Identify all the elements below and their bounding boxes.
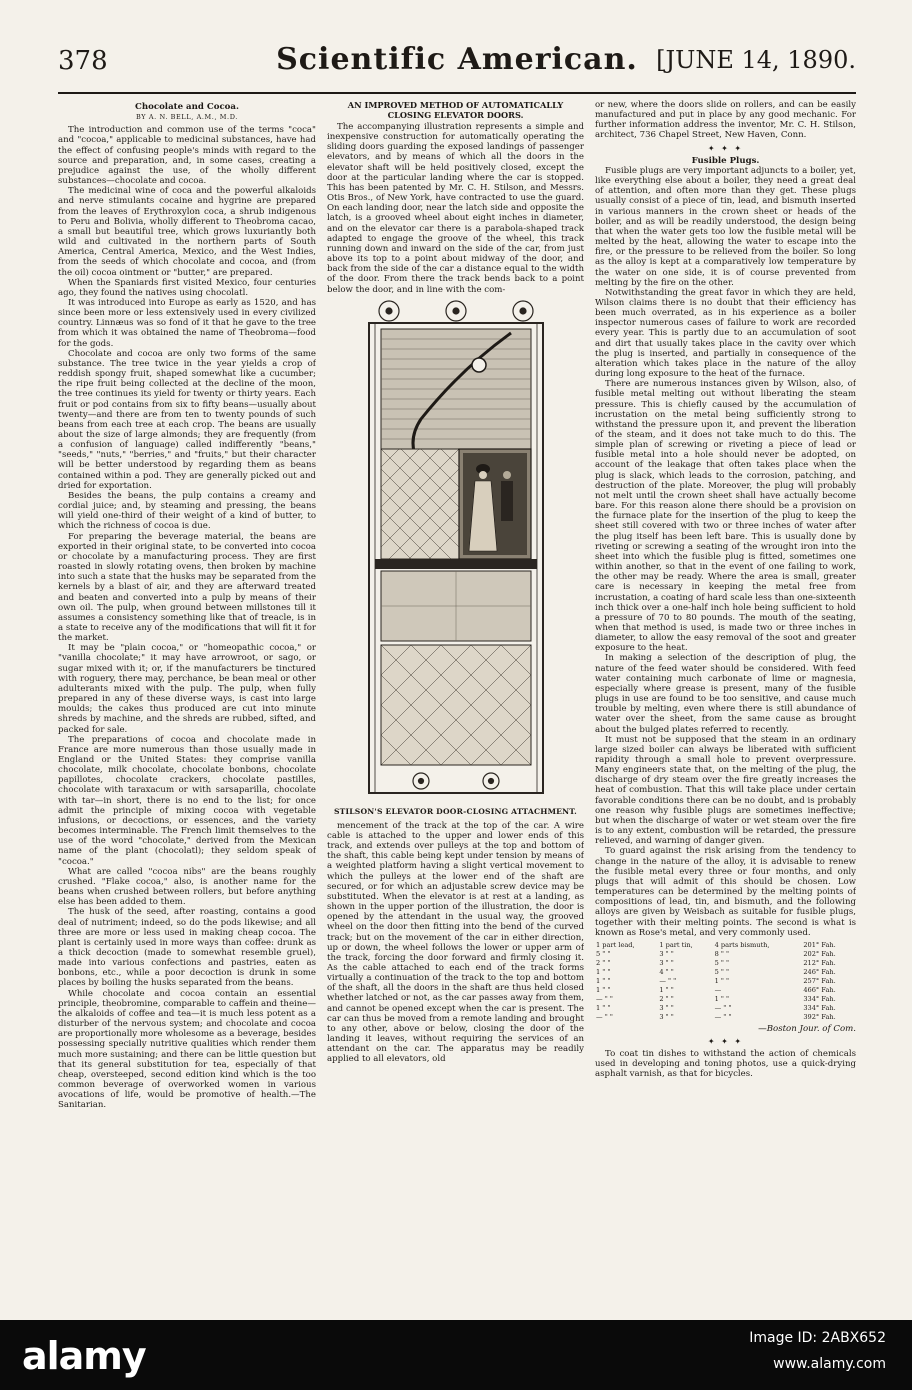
paragraph: Besides the beans, the pulp contains a creamy and cordial juice; and, by steaming and pressing, the beans will yield one-third of their weight of a kind of butter, to which the richness of cocoa is due. [58,490,316,532]
column-elevator-doors [327,100,584,1310]
paragraph: The medicinal wine of coca and the powerful alkaloids and nerve stimulants cocaine and hygrine are prepared from the leaves of Erythroxylon coca, a shrub indigenous to Peru and Bolivia, wholly different to Theobroma cacao, a small but beautiful tree, which grows luxuriantly both wild and cultivated in the northern parts of South America, Central America, Mexico, and the West Indies, from the seeds of which chocolate and cocoa, and (from the oil) cocoa ointment or "butter," are prepared. [58,186,316,278]
table-cell: 2 " " [659,994,674,1003]
table-row [595,977,856,986]
elevator-illustration [361,299,551,804]
table-cell: 1 " " [596,985,611,994]
table-cell: 1 part lead, [596,940,635,949]
table-cell: 392° Fah. [803,1012,836,1021]
table-cell: 5 " " [714,958,730,967]
table-row [595,950,856,959]
header-rule [58,92,856,94]
paragraph: The introduction and common use of the terms "coca" and "cocoa," applicable to medicinal substances, have had the effect of confusing people's minds with regard to the source and preparation, and, in some cases, creating a prejudice against the use, of the wholly different substances—chocolate and cocoa. [58,125,316,187]
table-row [595,995,856,1004]
article-title-elevator [327,100,584,120]
paragraph: The husk of the seed, after roasting, contains a good deal of nutriment; indeed, so do the pods likewise; and all three are more or less used in making cheap cocoa. The plant is certainly used in more ways than coffee: drunk as a thick decoction (made to somewhat resemble gruel), made into various confections and pastries, eaten as bonbons, etc., while a poor decoction is drunk in some places by boiling the husks separated from the beans. [58,907,316,989]
table-cell: 257° Fah. [803,976,836,985]
stock-url[interactable]: www.alamy.com [773,1356,886,1372]
section-separator: ✦ ✦ ✦ [707,1036,744,1046]
table-cell: — " " [596,994,613,1003]
table-cell: 212° Fah. [803,958,836,967]
article-byline: BY A. N. BELL, A.M., M.D. [136,113,238,122]
stock-logo: alamy [22,1334,146,1378]
table-cell: 1 " " [659,985,674,994]
table-cell: 246° Fah. [803,967,836,976]
table-cell: 3 " " [659,958,674,967]
paragraph: To coat tin dishes to withstand the action of chemicals used in developing and toning photos, use a quick-drying asphalt varnish, as that for bicycles. [595,1049,856,1080]
page-header [58,42,856,96]
paragraph: For preparing the beverage material, the beans are exported in their original state, to be converted into cocoa or chocolate by a manufacturing process. They are first roasted in slowly rotating ovens, then broken by machine into such a state that the husks may be separated from the kernels by a blast of air, and they are afterward treated and beaten and converted into a pulp by means of their own oil. The pulp, when ground between millstones till it assumes a consistency something like that of treacle, is in a state to receive any of the modifications that will fit it for the market. [58,531,316,644]
table-cell: 5 " " [596,949,611,958]
figure-caption: STILSON'S ELEVATOR DOOR-CLOSING ATTACHMENT. [333,806,578,816]
paragraph: There are numerous instances given by Wilson, also, of fusible metal melting out without liberating the steam pressure. This is chiefly caused by the accumulation of incrustation on the metal being sufficiently strong to withstand the pressure upon it, and prevent the liberation of the steam, and it does not take much to do this. The simple plan of screwing or riveting a piece of lead or fusible metal into a hole should never be adopted, on account of the leakage that often takes place when the plug is slack, which leads to the corrosion, patching, and destruction of the plate. Moreover, the plug will probably not melt until the crown sheet shall have actually become bare. For this reason alone there should be a provision on the furnace plate for the insertion of the plug to keep the sheet still covered with two or three inches of water after the plug itself has been left bare. This is usually done by riveting or screwing a seating of the wrought iron into the sheet into which the fusible plug is fitted, sometimes one within another, so that in the event of one failing to work, the other may be ready. Where the area is small, greater care is necessary in keeping the metal free from incrustation, a coating of hard scale less than one-sixteenth inch thick over a one-half inch hole being sufficient to hold a pressure of 70 to 80 pounds. The mouth of the seating, when that method is used, is made two or three inches in diameter, to allow the easy removal of the soot and greater exposure to the heat. [595,379,856,654]
masthead: Scientific American. [276,42,638,77]
paragraph: To guard against the risk arising from the tendency to change in the nature of the alloy, it is advisable to renew the fusible metal every three or four months, and only plugs that will admit of this should be chosen. Low temperatures can be determined by the melting points of compositions of lead, tin, and bismuth, and the following alloys are given by Weisbach as suitable for fusible plugs, together with their melting points. The second is what is known as Rose's metal, and very commonly used. [595,846,856,938]
paragraph: While chocolate and cocoa contain an essential principle, theobromine, comparable to caffein and theine—the alkaloids of coffee and tea—it is much less potent as a disturber of the nervous system; and chocolate and cocoa are proportionally more wholesome as a beverage, besides possessing specially nutritive qualities which render them much more sustaining; and there can be little question but that its general substitution for tea, especially of that cheap, oversteeped, second edition kind which is the too common beverage of overworked women in various avocations of life, would be promotive of health.—The Sanitarian. [58,988,316,1111]
paragraph: It was introduced into Europe as early as 1520, and has since been more or less extensively used in every civilized country. Linnæus was so fond of it that he gave to the tree from which it was obtained the name of Theobroma—food for the gods. [58,297,316,349]
table-cell: — [714,985,722,994]
paragraph: The preparations of cocoa and chocolate made in France are more numerous than those usually made in England or the United States: they comprise vanilla chocolate, milk chocolate, chocolate bonbons, chocolate papillotes, chocolate crackers, chocolate pastilles, chocolate with taraxacum or with sarsaparilla, chocolate with tar—in short, there is no end to the list; for once admit the principle of mixing cocoa with vegetable infusions, or decoctions, or essences, and the variety becomes interminable. The French limit themselves to the use of the word "chocolate," derived from the Mexican name of the plant (chocolatl); they seldom speak of "cocoa." [58,734,316,867]
table-row [595,941,856,950]
paragraph: Notwithstanding the great favor in which they are held, Wilson claims there is no doubt that their efficiency has been much overrated, as in his experience as a boiler inspector numerous cases of failure to work are recorded every year. This is partly due to an accumulation of soot and dirt that usually takes place in the cavity over which the plug is inserted, and partially in consequence of the alteration which takes place in the nature of the alloy during long exposure to the heat of the furnace. [595,287,856,380]
table-cell: 3 " " [659,1012,674,1021]
table-row [595,986,856,995]
table-cell: — " " [659,976,677,985]
table-cell: 334° Fah. [803,994,836,1003]
table-cell: 8 " " [714,949,730,958]
column-fusible-plugs [595,100,856,1310]
paragraph: or new, where the doors slide on rollers, and can be easily manufactured and put in place by any good mechanic. For further information address the inventor, Mr. C. H. Stilson, architect, 736 Chapel Street, New Haven, Conn. [595,100,856,141]
table-row [595,1013,856,1022]
image-id: Image ID: 2ABX652 [749,1330,886,1346]
paragraph: Fusible plugs are very important adjuncts to a boiler, yet, like everything else about a boiler, they need a great deal of attention, and often more than they get. These plugs usually consist of a piece of tin, lead, and bismuth inserted in various manners in the crown sheet or heads of the boiler, and as will be readily understood, the design being that when the water gets too low the fusible metal will be melted by the heat, allowing the water to escape into the fire, or the pressure to be relieved from the boiler. So long as the alloy is kept at a comparatively low temperature by the water on one side, it is of course prevented from melting by the fire on the other. [595,165,856,288]
table-row [595,959,856,968]
table-cell: 1 part tin, [659,940,693,949]
paragraph: It may be "plain cocoa," or "homeopathic cocoa," or "vanilla chocolate;" it may have arrowroot, or sago, or sugar mixed with it; or, if the manufacturers be tinctured with roguery, there may, perchance, be bean meal or other adulterants mixed with the pulp. The pulp, when fully prepared in any of these diverse ways, is cast into large moulds; the cakes thus produced are cut into minute shreds by machine, and the shreds are rubbed, sifted, and packed for sale. [58,643,316,735]
issue-date: [JUNE 14, 1890. [656,46,856,74]
paragraph: mencement of the track at the top of the car. A wire cable is attached to the upper and lower ends of this track, and extends over pulleys at the top and bottom of the shaft, this cable being kept under tension by means of a weighted platform having a slight vertical movement to which the pulleys at the lower end of the shaft are secured, or for which an adjustable screw device may be substituted. When the elevator is at rest at a landing, as shown in the upper portion of the illustration, the door is opened by the attendant in the usual way, the grooved wheel on the door then fitting into the bend of the curved track; but on the movement of the car in either direction, up or down, the wheel follows the lower or upper arm of the track, forcing the door forward and firmly closing it. As the cable attached to each end of the track forms virtually a continuation of the track to the top and bottom of the shaft, all the doors in the shaft are thus held closed whether latched or not, as the car passes away from them, and cannot be opened except when the car is present. The car can thus be moved from a remote landing and brought to any other, above or below, closing the door of the landing it leaves, without requiring the services of an attendant on the car. The apparatus may be readily applied to all elevators, old [327,820,584,1065]
table-cell: 334° Fah. [803,1003,836,1012]
article-title-fusible: Fusible Plugs. [691,155,760,166]
title-line: CLOSING ELEVATOR DOORS. [387,110,524,120]
article-title-chocolate: Chocolate and Cocoa. [135,102,239,112]
table-cell: — " " [596,1012,613,1021]
paragraph: In making a selection of the description of plug, the nature of the feed water should be considered. With feed water containing much carbonate of lime or magnesia, especially where grease is present, many of the fusible plugs in use are found to be too sensitive, and cause much trouble by melting, even where there is still abundance of water over the sheet, from the same cause as brought about the bulged plates referred to recently. [595,653,856,735]
table-cell: — " " [714,1003,732,1012]
title-line: AN IMPROVED METHOD OF AUTOMATICALLY [347,100,564,110]
table-cell: 5 " " [714,967,730,976]
table-cell: 201° Fah. [803,940,836,949]
table-cell: 4 parts bismuth, [714,940,770,949]
table-cell: 1 " " [714,976,730,985]
alloy-table [595,941,856,1022]
table-cell: 202° Fah. [803,949,836,958]
column-chocolate-cocoa [58,100,316,1310]
source-citation: —Boston Jour. of Com. [758,1023,856,1034]
table-cell: 1 " " [596,976,611,985]
table-cell: 1 " " [596,967,611,976]
table-cell: 4 " " [659,967,674,976]
table-row [595,1004,856,1013]
table-cell: 3 " " [659,1003,674,1012]
table-cell: — " " [714,1012,732,1021]
page-number: 378 [58,46,108,76]
stock-footer-bar [0,1320,912,1390]
table-cell: 1 " " [596,1003,611,1012]
table-cell: 1 " " [714,994,730,1003]
paragraph: It must not be supposed that the steam in an ordinary large sized boiler can always be liberated with sufficient rapidity through a small hole to prevent overpressure. Many engineers state that, on the melting of the plug, the discharge of dry steam over the fire greatly increases the heat of combustion. That this will take place under certain favorable conditions there can be no doubt, and is probably one reason why fusible plugs are sometimes ineffective; but when the discharge of water or wet steam over the fire is to any extent, combustion will be retarded, the pressure relieved, and warning of danger given. [595,734,856,847]
section-separator: ✦ ✦ ✦ [707,143,744,153]
paragraph: The accompanying illustration represents a simple and inexpensive construction for automatically operating the sliding doors guarding the exposed landings of passenger elevators, and by means of which all the doors in the elevator shaft will be held positively closed, except the door at the particular landing where the car is stopped. This has been patented by Mr. C. H. Stilson, and Messrs. Otis Bros., of New York, have contracted to use the guard. On each landing door, near the latch side and opposite the latch, is a grooved wheel about eight inches in diameter, and on the elevator car there is a parabola-shaped track adapted to engage the groove of the wheel, this track running down and inward on the side of the car, from just above its top to a point about midway of the door, and back from the side of the car a distance equal to the width of the door. From there the track bends back to a point below the door, and in line with the com- [327,122,584,295]
paragraph: When the Spaniards first visited Mexico, four centuries ago, they found the natives using chocolatl. [58,277,316,298]
table-row [595,968,856,977]
table-cell: 3 " " [659,949,674,958]
table-cell: 466° Fah. [803,985,836,994]
paragraph: Chocolate and cocoa are only two forms of the same substance. The tree twice in the year yields a crop of reddish spongy fruit, shaped somewhat like a cucumber; the ripe fruit being collected at the decline of the moon, the tree continues its yield for twenty or thirty years. Each fruit or pod contains from six to fifty beans—usually about twenty—and there are from ten to twenty pounds of such beans from each tree at each crop. The beans are usually about the size of large almonds; they are frequently (from a confusion of language) called indifferently "beans," "seeds," "nuts," "berries," and "fruits," but their character will be better understood by regarding them as beans contained within a pod. They are generally picked out and dried for exportation. [58,348,316,491]
paragraph: What are called "cocoa nibs" are the beans roughly crushed. "Flake cocoa," also, is another name for the beans when crushed between rollers, but before anything else has been added to them. [58,866,316,908]
table-cell: 2 " " [596,958,611,967]
